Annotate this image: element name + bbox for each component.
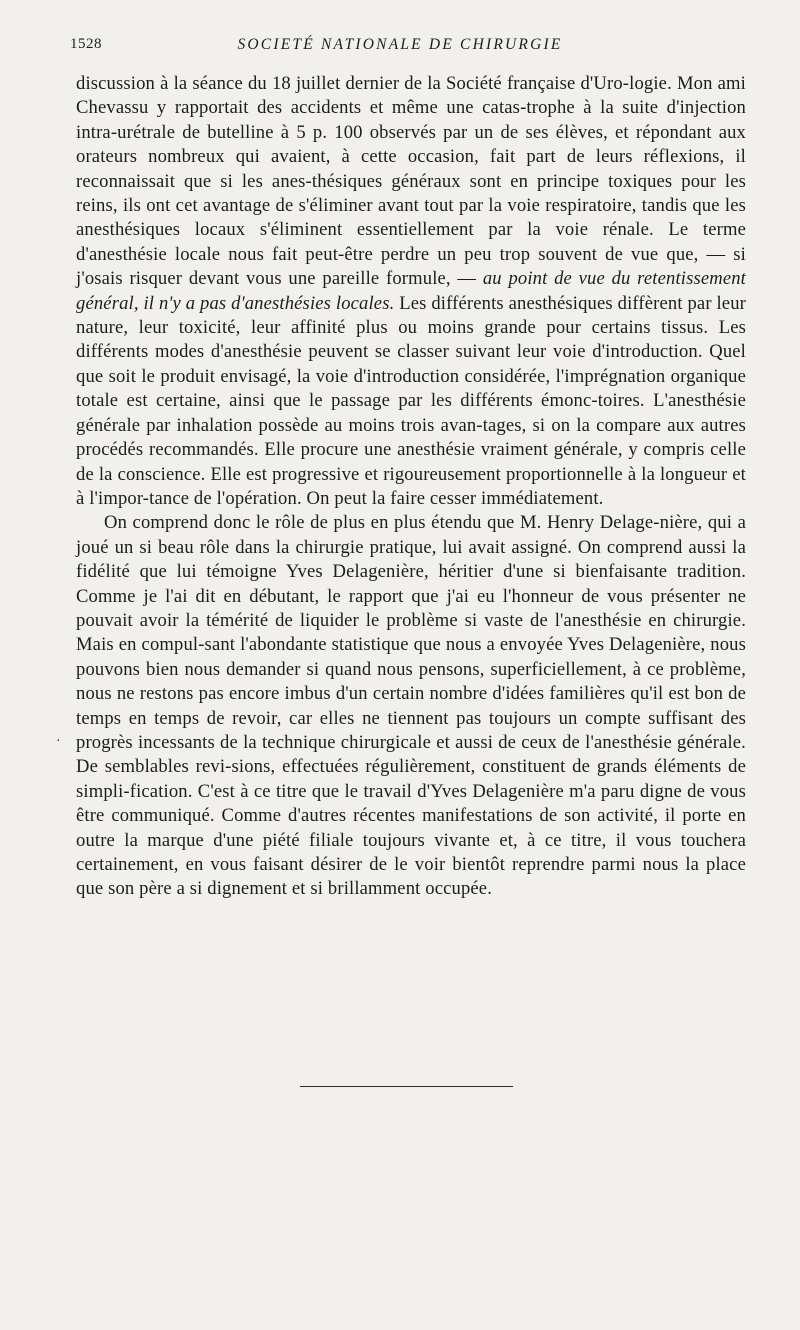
section-end-rule [300, 1086, 513, 1087]
italic-emphasis: au point de vue du retentissement général, il n'y a pas d'anesthésies locales. [76, 268, 746, 314]
page-number: 1528 [70, 36, 102, 52]
paragraph-2: On comprend donc le rôle de plus en plus étendu que M. Henry Delage-nière, qui a joué un si beau rôle dans la chirurgie pratique, lui avait assigné. On comprend aussi la fidélité que lui témoigne Yves Delagenière, héritier d'une si bienfaisante tradition. Comme je l'ai dit en débutant, le rapport que j'ai eu l'honneur de vous présenter ne pouvait avoir la témérité de liquider le problème si vaste de l'anesthésie en chirurgie. Mais en compul-sant l'abondante statistique que nous a envoyée Yves Delagenière, nous pouvons bien nous demander si quand nous pensons, superficiellement, à ce problème, nous ne restons pas encore imbus d'un certain nombre d'idées familières qu'il est bon de temps en temps de revoir, car elles ne tiennent pas toujours un compte suffisant des progrès incessants de la technique chirurgicale et aussi de ceux de l'anesthésie générale. De semblables revi-sions, effectuées régulièrement, constituent de grands éléments de simpli-fication. C'est à ce titre que le travail d'Yves Delagenière m'a paru digne de vous être communiqué. Comme d'autres récentes manifestations de son activité, il porte en outre la marque d'une piété filiale toujours vivante et, à ce titre, il vous touchera certainement, en vous faisant désirer de le voir bientôt reprendre parmi nous la place que son père a si dignement et si brillamment occupée. [76, 512, 746, 900]
paragraph-1-text-end: Les différents anesthésiques diffèrent par leur nature, leur toxicité, leur affinité plus ou moins grande pour certains tissus. Les différents modes d'anesthésie peuvent se classer suivant leur voie d'introduction. Quel que soit le produit envisagé, la voie d'introduction considérée, l'imprégnation organique totale est certaine, ainsi que le passage par les différents émonc-toires. L'anesthésie générale par inhalation possède au moins trois avan-tages, si on la compare aux autres procédés recommandés. Elle procure une anesthésie vraiment générale, y compris celle de la conscience. Elle est progressive et rigoureusement proportionnelle à la longueur et à l'impor-tance de l'opération. On peut la faire cesser immédiatement. [76, 292, 747, 509]
margin-mark: · [56, 734, 61, 749]
paragraph-1-text-start: discussion à la séance du 18 juillet dernier de la Société française d'Uro-logie. Mon ami Chevassu y rapportait des accidents et même une catas-trophe à la suite d'injection intra-urétrale de butelline à 5 p. 100 observés par un de ses élèves, et répondant aux orateurs nombreux qui avaient, à cette occasion, fait part de leurs réflexions, il reconnaissait que si les anes-thésiques généraux sont en principe toxiques pour les reins, ils ont cet avantage de s'éliminer avant tout par la voie respiratoire, tandis que les anesthésiques locaux s'éliminent essentiellement par la voie rénale. Le terme d'anesthésie locale nous fait peut-être perdre un peu trop souvent de vue que, — si j'osais risquer devant vous une pareille formule, — [76, 73, 746, 290]
running-title: SOCIETÉ NATIONALE DE CHIRURGIE [237, 36, 563, 53]
article-body [76, 72, 746, 902]
page-header [70, 36, 730, 60]
paragraph-1 [76, 72, 746, 511]
